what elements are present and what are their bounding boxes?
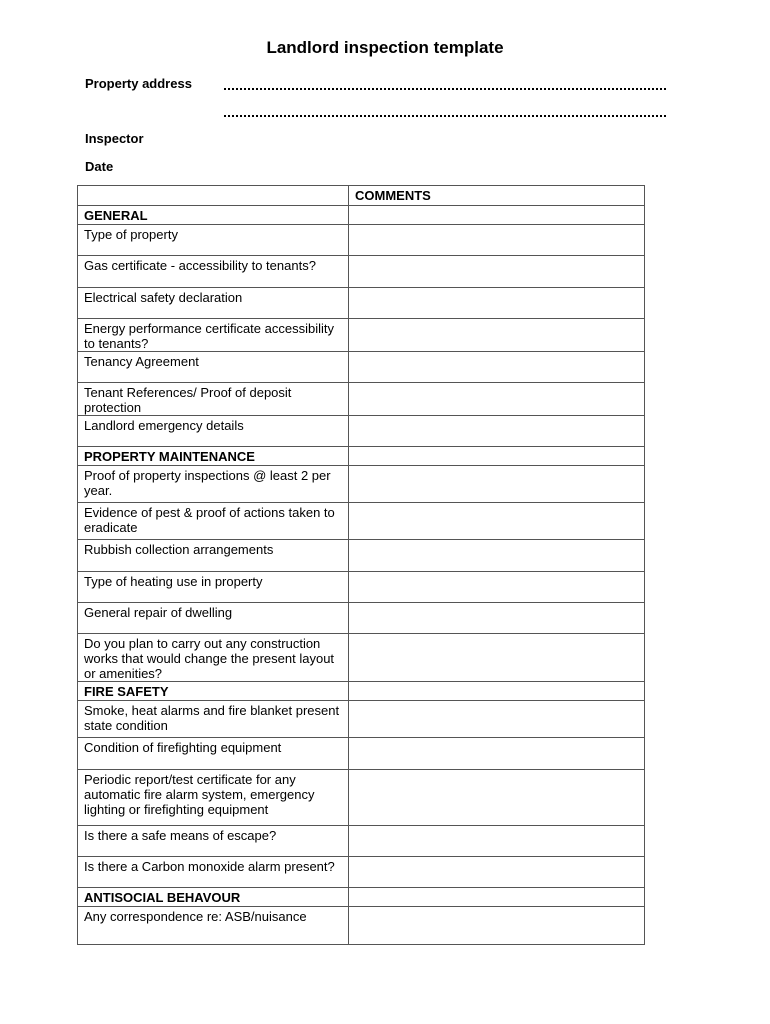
comment-cell[interactable] [349, 738, 645, 770]
comment-cell[interactable] [349, 701, 645, 738]
question-label: Any correspondence re: ASB/nuisance [78, 907, 349, 945]
question-label: General repair of dwelling [78, 603, 349, 634]
question-label: Smoke, heat alarms and fire blanket present state condition [78, 701, 349, 738]
question-label: Is there a safe means of escape? [78, 826, 349, 857]
table-row [78, 288, 645, 319]
table-row [78, 603, 645, 634]
table-row [78, 225, 645, 256]
table-row [78, 857, 645, 888]
table-row [78, 352, 645, 383]
question-label: Condition of firefighting equipment [78, 738, 349, 770]
section-row [78, 888, 645, 907]
table-row [78, 319, 645, 352]
comment-cell[interactable] [349, 603, 645, 634]
comment-cell[interactable] [349, 572, 645, 603]
comment-cell[interactable] [349, 907, 645, 945]
section-comment-cell [349, 447, 645, 466]
comment-cell[interactable] [349, 857, 645, 888]
question-label: Proof of property inspections @ least 2 per year. [78, 466, 349, 503]
comment-cell[interactable] [349, 288, 645, 319]
table-row [78, 466, 645, 503]
inspection-table [77, 185, 645, 945]
question-label: Evidence of pest & proof of actions taken to eradicate [78, 503, 349, 540]
comment-cell[interactable] [349, 256, 645, 288]
table-row [78, 634, 645, 682]
table-row [78, 770, 645, 826]
table-row [78, 256, 645, 288]
table-row [78, 540, 645, 572]
question-label: Do you plan to carry out any construction works that would change the present layout or amenities? [78, 634, 349, 682]
section-comment-cell [349, 206, 645, 225]
question-label: Type of property [78, 225, 349, 256]
comment-cell[interactable] [349, 770, 645, 826]
question-label: Type of heating use in property [78, 572, 349, 603]
table-row [78, 572, 645, 603]
section-row [78, 206, 645, 225]
table-row [78, 503, 645, 540]
table-row [78, 826, 645, 857]
table-row [78, 907, 645, 945]
section-heading: ANTISOCIAL BEHAVOUR [78, 888, 349, 907]
property-address-label: Property address [85, 76, 192, 91]
comment-cell[interactable] [349, 634, 645, 682]
table-row [78, 738, 645, 770]
comment-cell[interactable] [349, 503, 645, 540]
table-row [78, 416, 645, 447]
comment-cell[interactable] [349, 826, 645, 857]
section-heading: PROPERTY MAINTENANCE [78, 447, 349, 466]
comment-cell[interactable] [349, 319, 645, 352]
section-row [78, 447, 645, 466]
question-label: Electrical safety declaration [78, 288, 349, 319]
question-label: Is there a Carbon monoxide alarm present? [78, 857, 349, 888]
section-row [78, 682, 645, 701]
table-row [78, 383, 645, 416]
inspector-label: Inspector [85, 131, 144, 146]
table-header-row [78, 186, 645, 206]
question-label: Landlord emergency details [78, 416, 349, 447]
property-address-line-2[interactable] [224, 109, 666, 117]
page-title: Landlord inspection template [266, 38, 504, 57]
section-comment-cell [349, 888, 645, 907]
date-label: Date [85, 159, 114, 174]
section-heading: FIRE SAFETY [78, 682, 349, 701]
table-body [78, 206, 645, 945]
table-header-blank [78, 186, 349, 206]
comment-cell[interactable] [349, 540, 645, 572]
question-label: Tenancy Agreement [78, 352, 349, 383]
comment-cell[interactable] [349, 466, 645, 503]
table-row [78, 701, 645, 738]
comment-cell[interactable] [349, 383, 645, 416]
comment-cell[interactable] [349, 416, 645, 447]
section-heading: GENERAL [78, 206, 349, 225]
comments-header: COMMENTS [349, 186, 645, 206]
question-label: Rubbish collection arrangements [78, 540, 349, 572]
question-label: Tenant References/ Proof of deposit protection [78, 383, 349, 416]
question-label: Gas certificate - accessibility to tenants? [78, 256, 349, 288]
comment-cell[interactable] [349, 352, 645, 383]
comment-cell[interactable] [349, 225, 645, 256]
section-comment-cell [349, 682, 645, 701]
property-address-line-1[interactable] [224, 82, 666, 90]
question-label: Energy performance certificate accessibility to tenants? [78, 319, 349, 352]
question-label: Periodic report/test certificate for any automatic fire alarm system, emergency lighting or firefighting equipment [78, 770, 349, 826]
